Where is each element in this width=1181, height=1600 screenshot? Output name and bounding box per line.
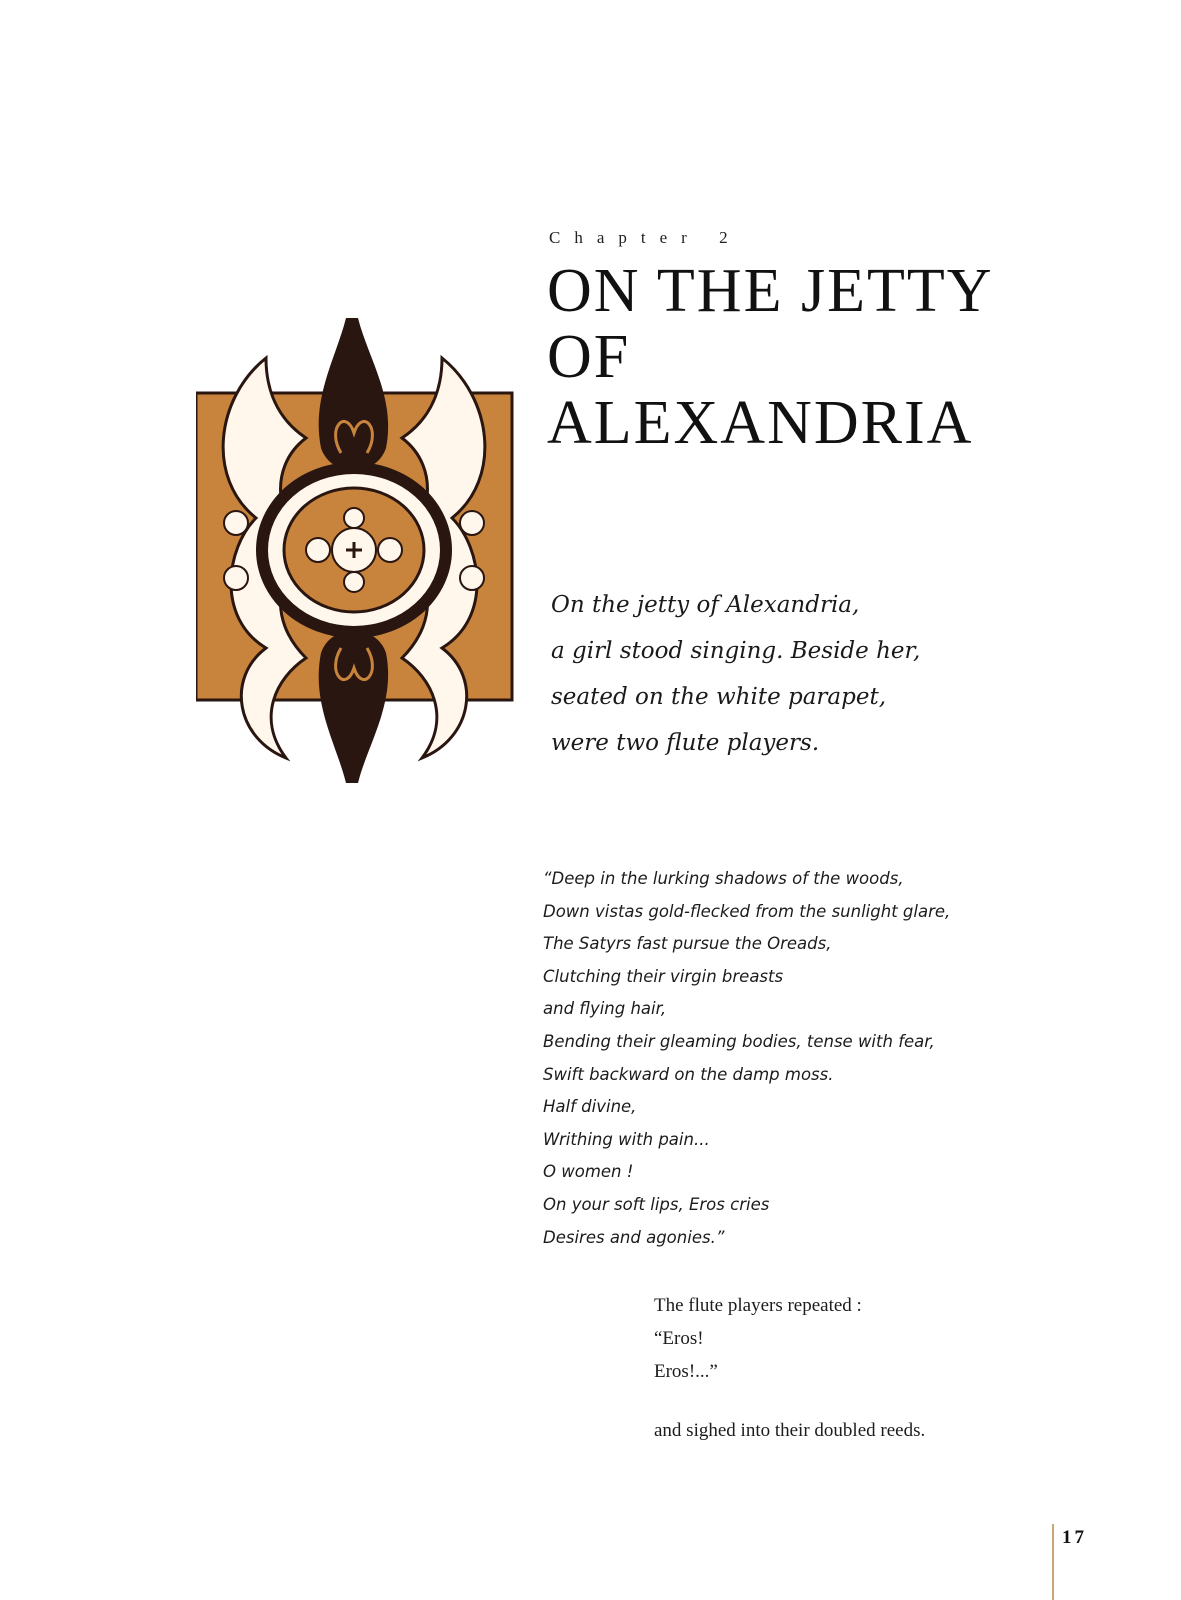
poem-line: and flying hair, [543,999,667,1019]
poem-line: O women ! [543,1162,634,1182]
lead-line: seated on the white parapet, [551,684,887,710]
page-number: 17 [1062,1527,1087,1548]
page-number-rule [1052,1524,1054,1600]
poem-line: Bending their gleaming bodies, tense with fear, [543,1031,935,1051]
poem-line: Down vistas gold-flecked from the sunlight glare, [543,901,951,921]
chapter-title [547,258,1107,456]
closing-line: and sighed into their doubled reeds. [654,1420,926,1441]
chapter-label: Chapter 2 [549,228,742,247]
title-line: OF [547,323,631,391]
poem-line: Swift backward on the damp moss. [543,1064,834,1084]
title-line: ALEXANDRIA [547,389,974,457]
poem-line: The Satyrs fast pursue the Oreads, [543,934,832,954]
lead-line: a girl stood singing. Beside her, [551,638,921,664]
lead-line: On the jetty of Alexandria, [551,592,860,618]
poem [543,863,1143,1254]
refrain-line: Eros!...” [654,1361,718,1382]
refrain-line: The flute players repeated : [654,1295,862,1316]
baroque-ornament-icon [196,318,518,783]
poem-line: “Deep in the lurking shadows of the woods, [543,869,904,888]
poem-line: Writhing with pain... [543,1129,710,1149]
poem-line: Clutching their virgin breasts [543,966,784,986]
poem-line: Half divine, [543,1097,637,1117]
refrain-line: “Eros! [654,1328,704,1349]
poem-line: Desires and agonies.” [543,1227,725,1247]
lead-paragraph [551,582,1111,766]
title-line: ON THE JETTY [547,257,994,325]
poem-line: On your soft lips, Eros cries [543,1194,770,1214]
lead-line: were two flute players. [551,730,820,756]
refrain [654,1289,1154,1388]
